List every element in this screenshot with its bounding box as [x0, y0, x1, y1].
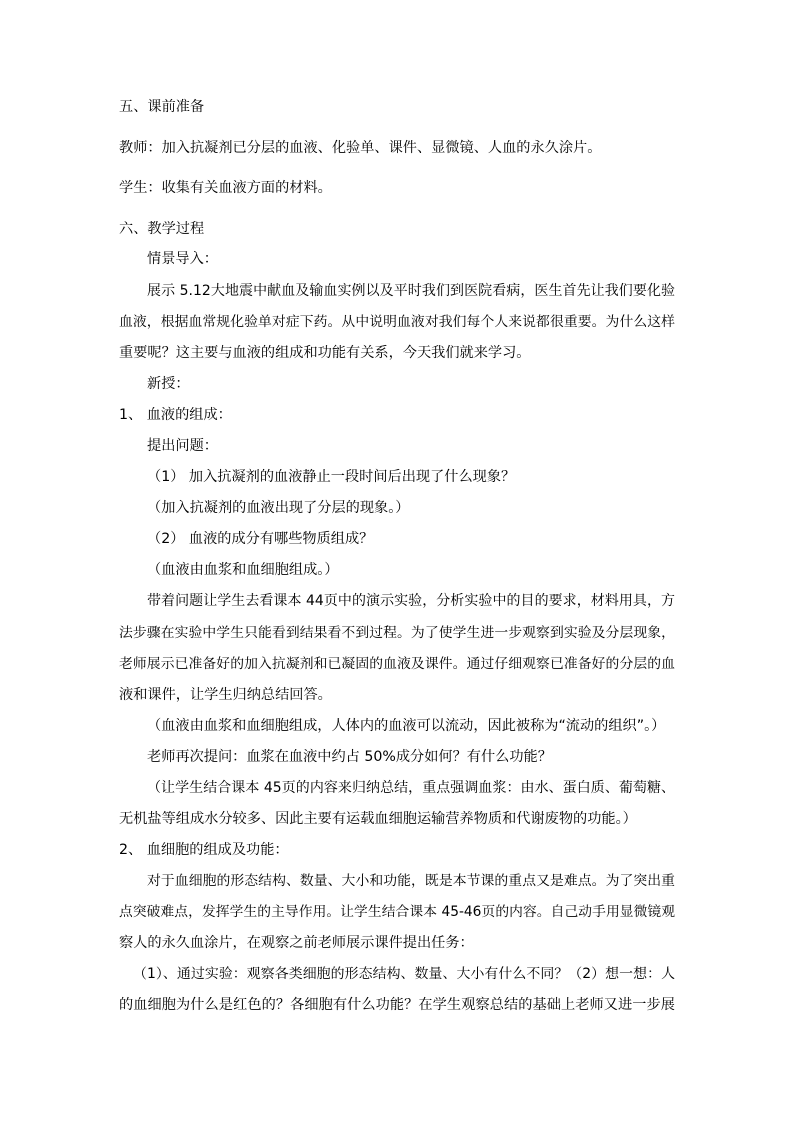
teacher-materials: 教师：加入抗凝剂已分层的血液、化验单、课件、显微镜、人血的永久涂片。	[119, 140, 602, 156]
paragraph-line: 血液，根据血常规化验单对症下药。从中说明血液对我们每个人来说都很重要。为什么这样	[119, 314, 675, 330]
student-materials: 学生：收集有关血液方面的材料。	[119, 180, 332, 196]
paragraph-line: 液和课件，让学生归纳总结回答。	[119, 687, 332, 703]
paragraph-line: 法步骤在实验中学生只能看到结果看不到过程。为了使学生进一步观察到实验及分层现象，	[119, 625, 675, 641]
subheading-new-lesson: 新授：	[147, 376, 190, 392]
paragraph-line: 展示 5.12大地震中献血及输血实例以及平时我们到医院看病，医生首先让我们要化验	[147, 283, 675, 299]
question-2: （2） 血液的成分有哪些物质组成？	[147, 531, 374, 547]
paragraph-line: （1）、通过实验：观察各类细胞的形态结构、数量、大小有什么不同？（2）想一想：人	[133, 966, 675, 982]
section-heading-process: 六、教学过程	[119, 221, 205, 237]
paragraph-line: 对于血细胞的形态结构、数量、大小和功能，既是本节课的重点又是难点。为了突出重	[147, 873, 675, 889]
paragraph-line: 的血细胞为什么是红色的？各细胞有什么功能？在学生观察总结的基础上老师又进一步展	[119, 997, 675, 1013]
teacher-question: 老师再次提问：血浆在血液中约占 50%成分如何？有什么功能？	[147, 749, 552, 765]
paragraph-line: 察人的永久血涂片，在观察之前老师展示课件提出任务：	[119, 935, 474, 951]
paragraph-line: （让学生结合课本 45页的内容来归纳总结，重点强调血浆：由水、蛋白质、葡萄糖、	[147, 780, 675, 796]
paragraph-line: 带着问题让学生去看课本 44页中的演示实验，分析实验中的目的要求，材料用具，方	[147, 593, 675, 609]
answer-2: （血液由血浆和血细胞组成。）	[147, 562, 339, 578]
answer-conclusion: （血液由血浆和血细胞组成，人体内的血液可以流动，因此被称为“流动的组织”。）	[147, 718, 666, 734]
list-heading-blood-cells: 2、 血细胞的组成及功能：	[119, 842, 289, 858]
paragraph-line: 重要呢？这主要与血液的组成和功能有关系，今天我们就来学习。	[119, 345, 531, 361]
paragraph-line: 无机盐等组成水分较多、因此主要有运载血细胞运输营养物质和代谢废物的功能。）	[119, 811, 637, 827]
paragraph-line: 点突破难点，发挥学生的主导作用。让学生结合课本 45-46页的内容。自己动手用显微镜观	[119, 904, 675, 920]
section-heading-preparation: 五、课前准备	[119, 99, 205, 115]
subheading-intro: 情景导入：	[147, 251, 218, 267]
question-1: （1） 加入抗凝剂的血液静止一段时间后出现了什么现象？	[147, 469, 516, 485]
list-heading-blood-composition: 1、 血液的组成：	[119, 407, 232, 423]
answer-1: （加入抗凝剂的血液出现了分层的现象。）	[147, 500, 410, 516]
paragraph-line: 老师展示已准备好的加入抗凝剂和已凝固的血液及课件。通过仔细观察已准备好的分层的血	[119, 656, 675, 672]
subheading-questions: 提出问题：	[147, 438, 218, 454]
